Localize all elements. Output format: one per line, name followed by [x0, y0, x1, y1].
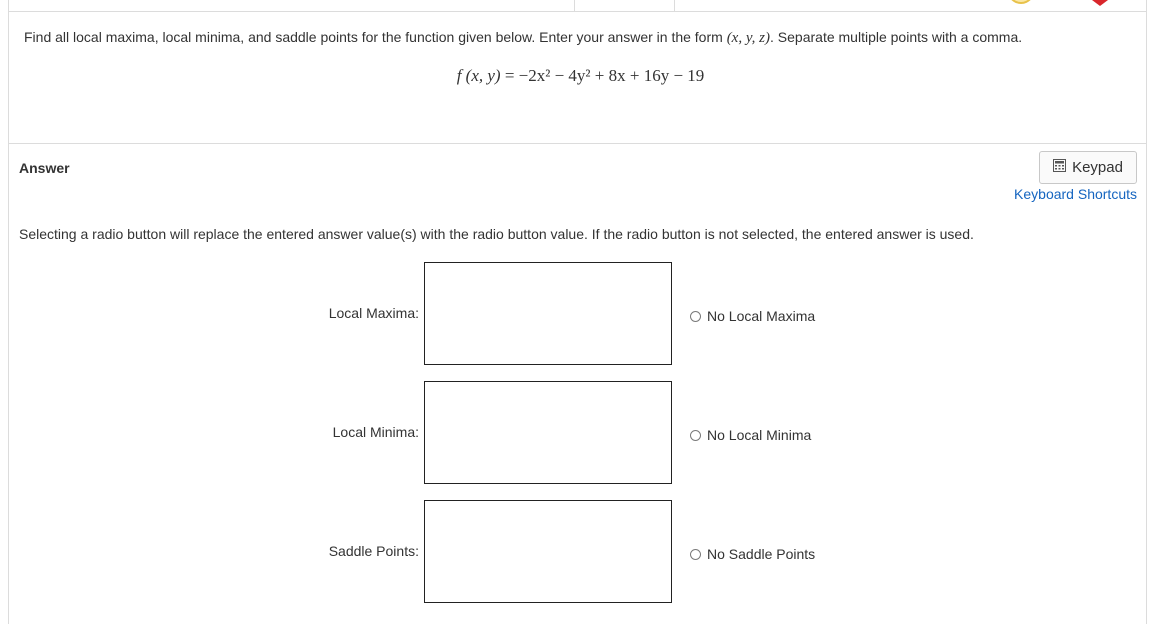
- function-formula: [0, 66, 1161, 86]
- no-local-maxima-option[interactable]: [690, 308, 815, 324]
- no-saddle-points-label: No Saddle Points: [707, 546, 816, 562]
- prompt-start: Find all local maxima, local minima, and saddle points for the function given below. Enter your answer in the form: [24, 29, 727, 45]
- top-divider: [574, 0, 575, 12]
- saddle-points-label: Saddle Points:: [328, 543, 419, 559]
- radio-instructions: Selecting a radio button will replace the entered answer value(s) with the radio button value. If the radio button is not selected, the entered answer is used.: [19, 226, 974, 242]
- no-local-maxima-label: No Local Maxima: [707, 308, 816, 324]
- local-minima-label: Local Minima:: [332, 424, 419, 440]
- prompt-end: . Separate multiple points with a comma.: [770, 29, 1023, 45]
- local-maxima-label: Local Maxima:: [328, 305, 419, 321]
- no-local-minima-label: No Local Minima: [707, 427, 812, 443]
- radio-button[interactable]: [690, 311, 701, 322]
- local-minima-input[interactable]: [424, 381, 672, 484]
- keyboard-shortcuts-link[interactable]: Keyboard Shortcuts: [1014, 186, 1137, 202]
- keypad-button[interactable]: [1039, 151, 1137, 184]
- radio-button[interactable]: [690, 430, 701, 441]
- local-maxima-input[interactable]: [424, 262, 672, 365]
- top-divider: [674, 0, 675, 12]
- no-local-minima-option[interactable]: [690, 427, 811, 443]
- saddle-points-input[interactable]: [424, 500, 672, 603]
- question-prompt: [24, 29, 1022, 47]
- calculator-icon: [1053, 159, 1066, 176]
- formula-lhs: f (x, y): [456, 66, 501, 85]
- radio-button[interactable]: [690, 549, 701, 560]
- prompt-form: (x, y, z): [726, 30, 771, 46]
- top-panel-frame: [8, 0, 1147, 12]
- answer-heading: Answer: [19, 160, 70, 176]
- no-saddle-points-option[interactable]: [690, 546, 815, 562]
- formula-rhs: = −2x² − 4y² + 8x + 16y − 19: [500, 66, 705, 85]
- keypad-label: Keypad: [1072, 159, 1123, 176]
- flag-icon[interactable]: [1092, 0, 1108, 6]
